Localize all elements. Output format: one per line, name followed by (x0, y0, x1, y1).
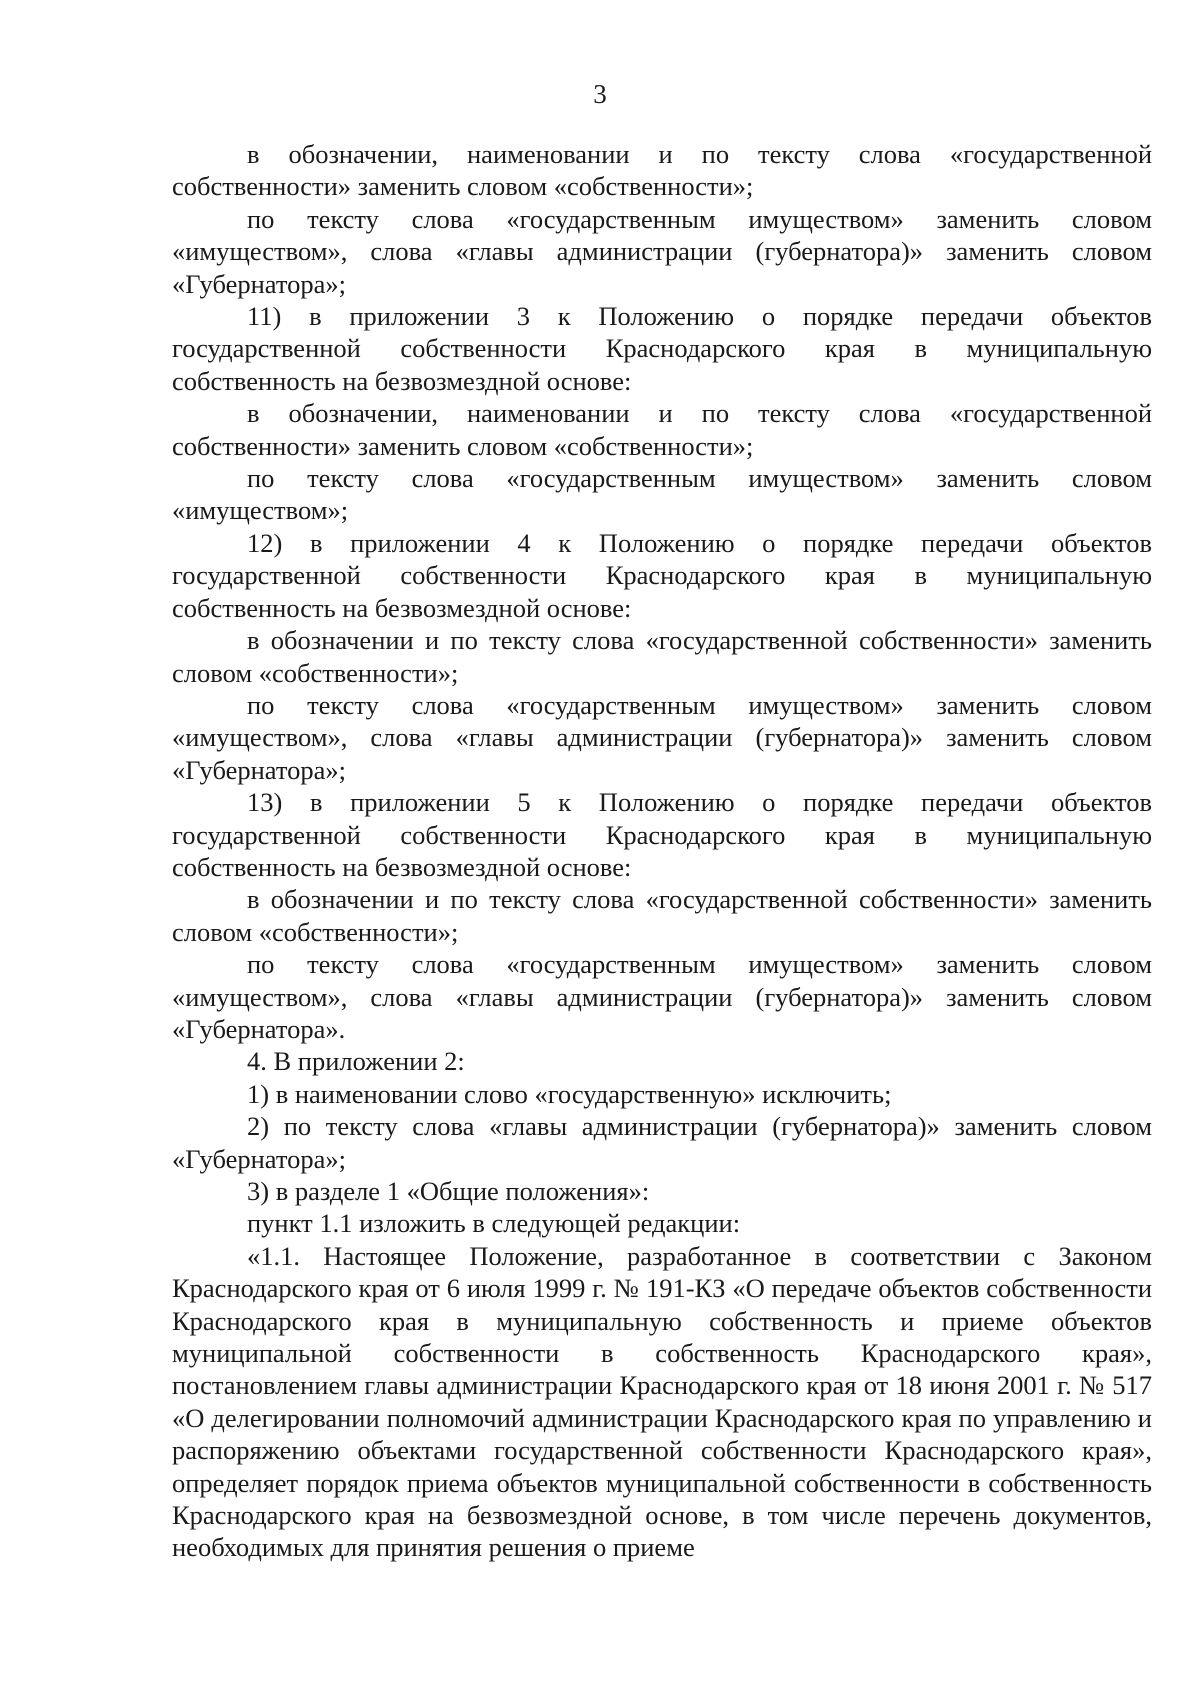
paragraph: 12) в приложении 4 к Положению о порядке передачи объектов государственной собственности Краснодарского края в муниципальную собственность на безвозмездной основе: (172, 527, 1152, 623)
document-body (172, 138, 1152, 1564)
paragraph: по тексту слова «государственным имуществом» заменить словом «имуществом»; (172, 463, 1152, 526)
paragraph: в обозначении и по тексту слова «государственной собственности» заменить словом «собственности»; (172, 625, 1152, 688)
paragraph: по тексту слова «государственным имуществом» заменить словом «имуществом», слова «главы администрации (губернатора)» заменить словом «Губернатора»; (172, 203, 1152, 299)
paragraph: 2) по тексту слова «главы администрации (губернатора)» заменить словом «Губернатора»; (172, 1111, 1152, 1174)
paragraph: по тексту слова «государственным имуществом» заменить словом «имуществом», слова «главы администрации (губернатора)» заменить словом «Губернатора»; (172, 689, 1152, 785)
paragraph: по тексту слова «государственным имуществом» заменить словом «имуществом», слова «главы администрации (губернатора)» заменить словом «Губернатора». (172, 949, 1152, 1044)
paragraph: 11) в приложении 3 к Положению о порядке передачи объектов государственной собственности Краснодарского края в муниципальную собственность на безвозмездной основе: (172, 301, 1152, 396)
paragraph: в обозначении, наименовании и по тексту слова «государственной собственности» заменить словом «собственности»; (172, 398, 1152, 461)
page-number: 3 (593, 79, 607, 109)
paragraph: в обозначении, наименовании и по тексту слова «государственной собственности» заменить словом «собственности»; (172, 139, 1152, 202)
paragraph: 13) в приложении 5 к Положению о порядке передачи объектов государственной собственности Краснодарского края в муниципальную собственность на безвозмездной основе: (172, 787, 1152, 882)
paragraph: 3) в разделе 1 «Общие положения»: (247, 1176, 650, 1206)
paragraph: «1.1. Настоящее Положение, разработанное в соответствии с Законом Краснодарского края от 6 июля 1999 г. № 191-КЗ «О передаче объектов собственности Краснодарского края в муниципальную собственность и приеме объектов муниципальной собственности в собственность Краснодарского края», постановлением главы администрации Краснодарского края от 18 июня 2001 г. № 517 «О делегировании полномочий администрации Краснодарского края по управлению и распоряжению объектами государственной собственности Краснодарского края», определяет порядок приема объектов муниципальной собственности в собственность Краснодарского края на безвозмездной основе, в том числе перечень документов, необходимых для принятия решения о приеме (172, 1240, 1152, 1563)
paragraph: 4. В приложении 2: (247, 1046, 465, 1077)
paragraph: пункт 1.1 изложить в следующей редакции: (247, 1208, 741, 1239)
paragraph: в обозначении и по тексту слова «государственной собственности» заменить словом «собственности»; (172, 884, 1152, 947)
paragraph: 1) в наименовании слово «государственную» исключить; (247, 1078, 892, 1109)
